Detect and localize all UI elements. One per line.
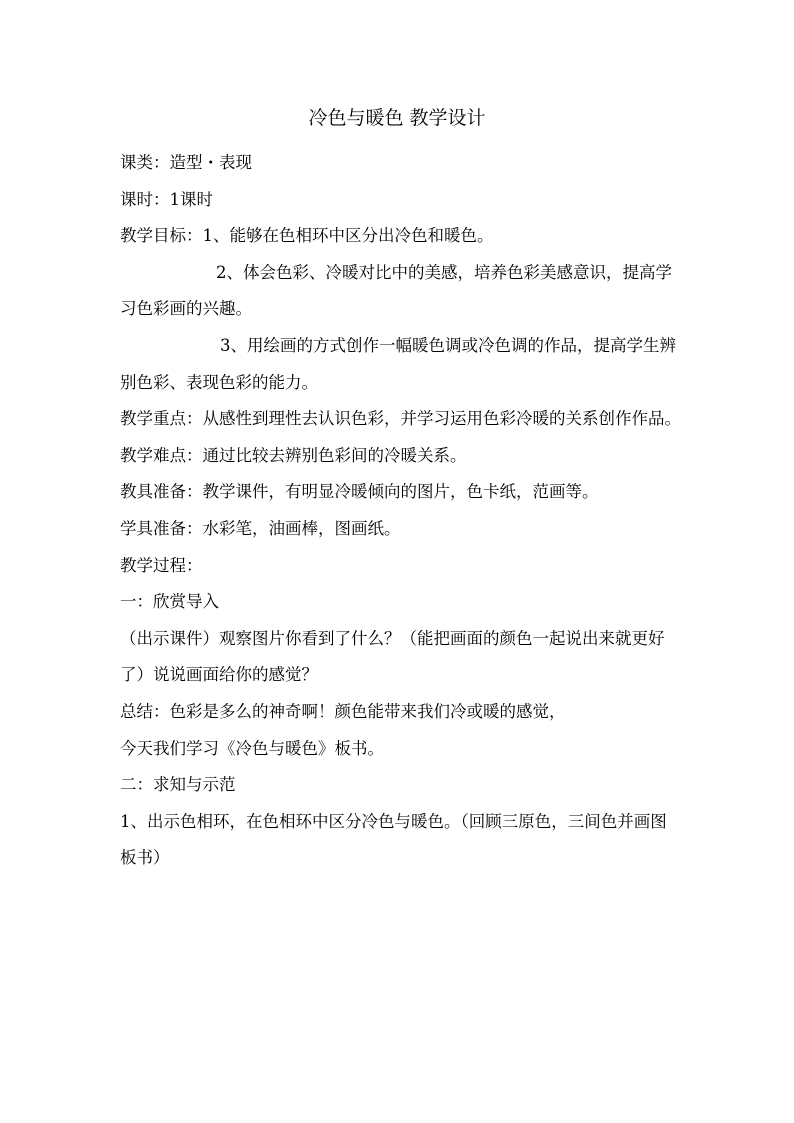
- paragraph-student-materials: 学具准备：水彩笔，油画棒，图画纸。: [120, 518, 401, 538]
- paragraph-objective-2: 2、体会色彩、冷暖对比中的美感，培养色彩美感意识，提高学习色彩画的兴趣。: [120, 262, 672, 319]
- paragraph-section-1-heading: 一：欣赏导入: [120, 592, 219, 612]
- paragraph-show-courseware: （出示课件）观察图片你看到了什么？（能把画面的颜色一起说出来就更好了）说说画面给你的感觉？: [120, 628, 665, 685]
- paragraph-color-wheel: 1、出示色相环，在色相环中区分冷色与暖色。（回顾三原色，三间色并画图板书）: [120, 811, 667, 868]
- paragraph-process-heading: 教学过程：: [120, 555, 203, 575]
- paragraph-today-topic: 今天我们学习《冷色与暖色》板书。: [120, 738, 384, 758]
- paragraph-lesson-type: 课类：造型・表现: [120, 153, 252, 172]
- paragraph-section-2-heading: 二：求知与示范: [120, 775, 236, 795]
- document-title: 冷色与暖色 教学设计: [308, 107, 486, 129]
- paragraph-difficulties: 教学难点：通过比较去辨别色彩间的冷暖关系。: [120, 445, 467, 465]
- paragraph-teaching-aids: 教具准备：教学课件，有明显冷暖倾向的图片，色卡纸，范画等。: [120, 482, 599, 502]
- document-body: [120, 145, 682, 877]
- paragraph-objective-3: 3、用绘画的方式创作一幅暖色调或冷色调的作品，提高学生辨别色彩、表现色彩的能力。: [120, 335, 676, 392]
- paragraph-summary: 总结：色彩是多么的神奇啊！颜色能带来我们冷或暖的感觉，: [120, 701, 566, 721]
- paragraph-key-points: 教学重点：从感性到理性去认识色彩，并学习运用色彩冷暖的关系创作作品。: [120, 409, 681, 429]
- paragraph-objective-1: 教学目标：1、能够在色相环中区分出冷色和暖色。: [120, 226, 494, 246]
- paragraph-lesson-hours: 课时：1课时: [120, 189, 213, 209]
